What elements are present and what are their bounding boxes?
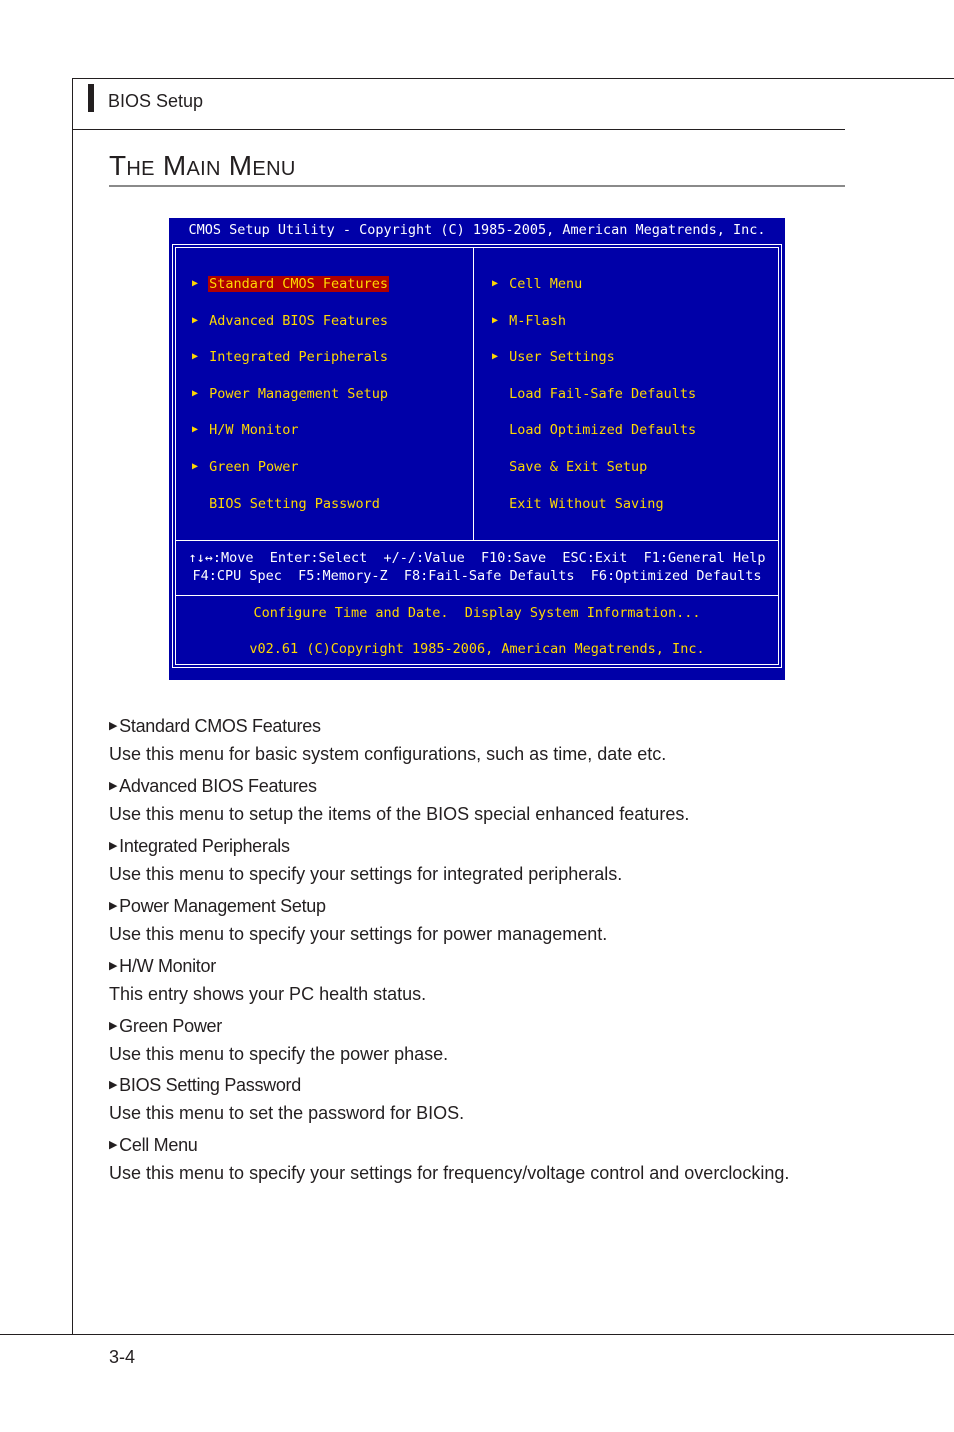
bullet-triangle-icon: ▶ xyxy=(109,720,118,732)
description-title: H/W Monitor xyxy=(119,955,216,976)
bios-info-divider xyxy=(175,595,779,596)
bullet-triangle-icon: ▶ xyxy=(109,899,118,912)
description-title: Green Power xyxy=(119,1015,222,1036)
description-heading xyxy=(109,895,849,917)
bios-menu-item-load-optimized-defaults[interactable] xyxy=(492,421,697,439)
description-integrated-peripherals xyxy=(109,835,849,886)
description-green-power xyxy=(109,1015,849,1066)
bullet-triangle-icon: ▶ xyxy=(109,1079,118,1092)
submenu-arrow-icon: ▶ xyxy=(192,314,199,326)
bios-menu-item-label: Power Management Setup xyxy=(209,385,388,402)
bios-column-divider xyxy=(473,247,474,540)
bios-menu-item-user-settings[interactable] xyxy=(492,348,616,366)
bios-menu-item-cell-menu[interactable] xyxy=(492,275,583,293)
page-top-rule xyxy=(72,78,954,79)
description-title: Advanced BIOS Features xyxy=(119,775,317,796)
bios-menu-item-bios-setting-password[interactable] xyxy=(192,495,381,513)
description-heading xyxy=(109,775,849,797)
bios-menu-item-save-exit-setup[interactable] xyxy=(492,458,648,476)
page-number: 3-4 xyxy=(109,1347,136,1367)
bios-menu-item-label: Standard CMOS Features xyxy=(209,276,388,292)
submenu-arrow-icon: ▶ xyxy=(492,314,499,326)
bios-menu-item-label: Load Optimized Defaults xyxy=(509,422,697,439)
description-text: Use this menu to set the password for BIOS. xyxy=(109,1103,465,1124)
bios-menu-item-label: BIOS Setting Password xyxy=(209,495,380,512)
bios-help-line-2: F4:CPU Spec F5:Memory-Z F8:Fail-Safe Defaults F6:Optimized Defaults xyxy=(192,568,762,584)
bios-menu-item-label: Exit Without Saving xyxy=(509,495,664,512)
bullet-triangle-icon: ▶ xyxy=(109,1139,118,1152)
submenu-arrow-icon: ▶ xyxy=(192,424,199,436)
bios-menu-item-integrated-peripherals[interactable] xyxy=(192,348,389,366)
description-heading xyxy=(109,1074,849,1096)
description-h-w-monitor xyxy=(109,955,849,1006)
description-heading xyxy=(109,1134,849,1156)
page-left-rule xyxy=(72,78,73,1335)
bios-menu-item-label: Advanced BIOS Features xyxy=(209,312,388,329)
description-heading xyxy=(109,955,849,977)
submenu-arrow-icon: ▶ xyxy=(492,351,499,363)
bios-screenshot xyxy=(169,218,785,680)
bios-menu-item-green-power[interactable] xyxy=(192,458,300,476)
description-text: Use this menu for basic system configurations, such as time, date etc. xyxy=(109,744,667,764)
bios-item-info: Configure Time and Date. Display System Information... xyxy=(253,605,701,621)
section-title-rule xyxy=(109,185,845,187)
description-power-management-setup xyxy=(109,895,849,946)
bios-menu-item-label: H/W Monitor xyxy=(209,422,299,439)
bios-menu-item-label: Green Power xyxy=(209,459,299,475)
bios-menu-item-label: Load Fail-Safe Defaults xyxy=(509,385,697,402)
bios-menu-item-label: Integrated Peripherals xyxy=(209,349,388,366)
bios-help-divider xyxy=(175,540,779,541)
description-title: Integrated Peripherals xyxy=(119,835,290,856)
description-text: Use this menu to specify your settings for integrated peripherals. xyxy=(109,863,623,884)
bios-help-line-1: ↑↓↔:Move Enter:Select +/-/:Value F10:Save ESC:Exit F1:General Help xyxy=(188,550,766,566)
bios-menu-item-label: Cell Menu xyxy=(509,276,583,292)
description-heading xyxy=(109,1015,849,1037)
submenu-arrow-icon: ▶ xyxy=(192,278,199,289)
description-cell-menu xyxy=(109,1134,849,1185)
description-standard-cmos-features xyxy=(109,715,849,766)
bios-menu-item-label: M-Flash xyxy=(509,312,567,329)
description-text: Use this menu to setup the items of the BIOS special enhanced features. xyxy=(109,803,690,824)
header-bar-mark xyxy=(88,84,94,112)
running-header: BIOS Setup xyxy=(108,91,204,111)
submenu-arrow-icon: ▶ xyxy=(492,278,499,289)
bios-menu-item-exit-without-saving[interactable] xyxy=(492,495,665,513)
bios-title-bar: CMOS Setup Utility - Copyright (C) 1985-2005, American Megatrends, Inc. xyxy=(188,222,766,238)
description-title: BIOS Setting Password xyxy=(119,1075,301,1096)
bullet-triangle-icon: ▶ xyxy=(109,959,118,972)
bios-menu-item-h-w-monitor[interactable] xyxy=(192,421,300,439)
submenu-arrow-icon: ▶ xyxy=(192,351,199,363)
bios-menu-item-label: Save & Exit Setup xyxy=(509,459,648,475)
description-advanced-bios-features xyxy=(109,775,849,826)
bios-menu-item-standard-cmos-features[interactable] xyxy=(192,275,389,293)
description-text: Use this menu to specify your settings for power management. xyxy=(109,923,608,944)
bios-version-line: v02.61 (C)Copyright 1985-2006, American Megatrends, Inc. xyxy=(249,641,705,657)
description-text: This entry shows your PC health status. xyxy=(109,983,427,1004)
bios-frame-inner xyxy=(175,247,779,665)
description-title: Power Management Setup xyxy=(119,895,326,916)
description-title: Cell Menu xyxy=(119,1135,198,1156)
description-text: Use this menu to specify your settings for frequency/voltage control and overclocking. xyxy=(109,1163,790,1184)
page-bottom-rule xyxy=(0,1334,954,1335)
bios-menu-item-advanced-bios-features[interactable] xyxy=(192,312,389,330)
bullet-triangle-icon: ▶ xyxy=(109,779,118,792)
bios-menu-item-power-management-setup[interactable] xyxy=(192,385,389,403)
submenu-arrow-icon: ▶ xyxy=(192,387,199,399)
header-bottom-rule xyxy=(72,129,845,130)
bios-menu-item-load-fail-safe-defaults[interactable] xyxy=(492,385,697,403)
section-title: The Main Menu xyxy=(109,150,296,181)
description-heading xyxy=(109,835,849,857)
bios-menu-item-label: User Settings xyxy=(509,349,615,366)
description-title: Standard CMOS Features xyxy=(119,716,321,736)
description-text: Use this menu to specify the power phase. xyxy=(109,1043,449,1064)
bios-menu-item-m-flash[interactable] xyxy=(492,312,567,330)
description-heading xyxy=(109,715,849,737)
bullet-triangle-icon: ▶ xyxy=(109,1019,118,1032)
description-bios-setting-password xyxy=(109,1074,849,1125)
submenu-arrow-icon: ▶ xyxy=(192,461,199,472)
bullet-triangle-icon: ▶ xyxy=(109,839,118,852)
